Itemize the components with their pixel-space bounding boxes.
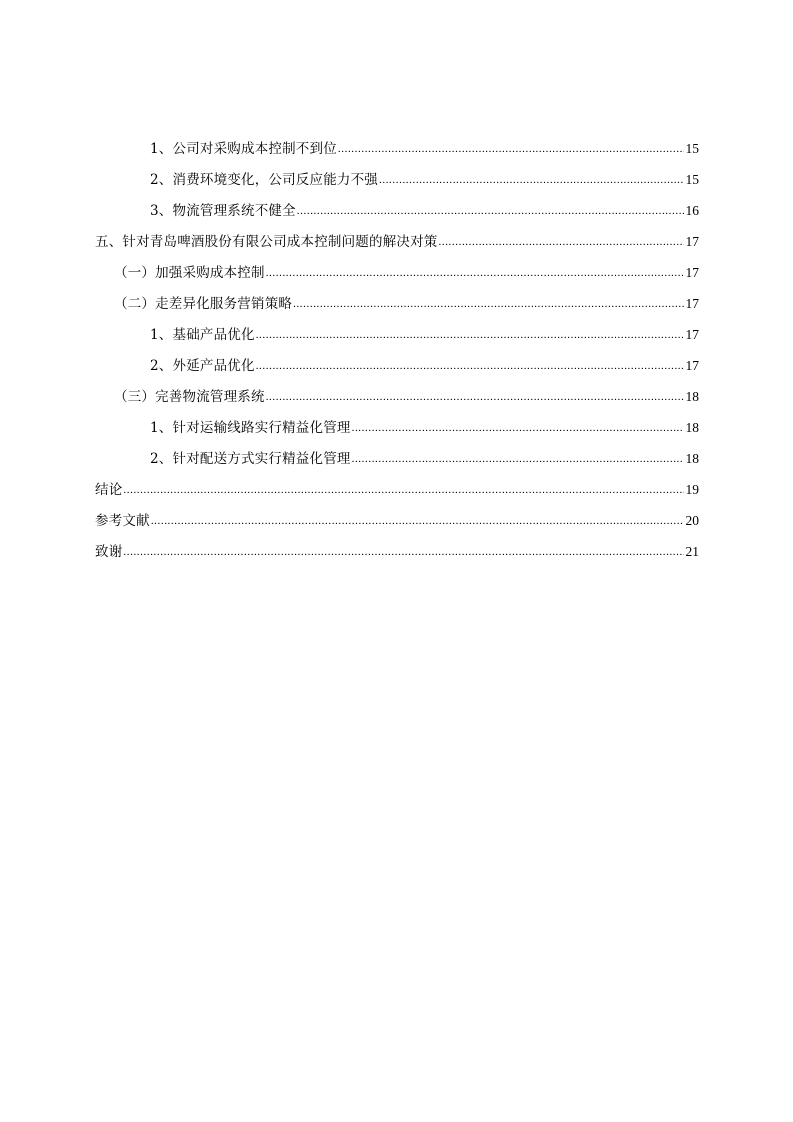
- toc-entry-page: 17: [685, 265, 699, 280]
- toc-entry-page: 17: [685, 296, 699, 311]
- toc-leader-dots: [151, 510, 684, 532]
- toc-leader-dots: [352, 417, 684, 439]
- toc-entry-page: 15: [685, 141, 699, 156]
- toc-entry: [95, 417, 699, 448]
- toc-entry-title: 参考文献: [95, 513, 150, 529]
- table-of-contents: [95, 138, 699, 572]
- toc-entry-page: 17: [685, 234, 699, 249]
- toc-entry-title: 1、公司对采购成本控制不到位: [150, 141, 337, 157]
- toc-entry-page: 17: [685, 358, 699, 373]
- toc-entry-title: 3、物流管理系统不健全: [150, 203, 296, 219]
- toc-entry-page: 19: [685, 482, 699, 497]
- toc-entry-title: （三）完善物流管理系统: [114, 389, 265, 405]
- toc-leader-dots: [123, 541, 684, 563]
- toc-entry-title: 2、外延产品优化: [150, 358, 255, 374]
- toc-entry: [95, 479, 699, 510]
- toc-entry-title: 致谢: [95, 544, 123, 560]
- toc-entry-page: 18: [685, 420, 699, 435]
- toc-entry-title: 2、消费环境变化，公司反应能力不强: [150, 172, 378, 188]
- toc-entry-page: 18: [685, 451, 699, 466]
- toc-entry: [95, 510, 699, 541]
- toc-entry: [95, 541, 699, 572]
- toc-entry-title: 五、针对青岛啤酒股份有限公司成本控制问题的解决对策: [95, 234, 438, 250]
- toc-entry-title: 1、针对运输线路实行精益化管理: [150, 420, 351, 436]
- toc-leader-dots: [266, 262, 684, 284]
- toc-entry-page: 17: [685, 327, 699, 342]
- toc-leader-dots: [439, 231, 685, 253]
- toc-leader-dots: [293, 293, 684, 315]
- toc-entry-page: 16: [685, 203, 699, 218]
- toc-entry: [95, 169, 699, 200]
- toc-leader-dots: [123, 479, 684, 501]
- toc-entry: [95, 324, 699, 355]
- toc-entry-page: 20: [685, 513, 699, 528]
- toc-entry-page: 21: [685, 544, 699, 559]
- toc-entry-title: （二）走差异化服务营销策略: [114, 296, 293, 312]
- toc-entry-page: 18: [685, 389, 699, 404]
- toc-entry: [95, 200, 699, 231]
- toc-entry: [95, 262, 699, 293]
- toc-entry: [95, 386, 699, 417]
- toc-leader-dots: [256, 355, 684, 377]
- toc-entry-title: 结论: [95, 482, 123, 498]
- toc-entry: [95, 138, 699, 169]
- toc-entry-title: （一）加强采购成本控制: [114, 265, 265, 281]
- toc-leader-dots: [338, 138, 684, 160]
- toc-entry-page: 15: [685, 172, 699, 187]
- toc-leader-dots: [266, 386, 684, 408]
- toc-leader-dots: [297, 200, 684, 222]
- toc-entry-title: 2、针对配送方式实行精益化管理: [150, 451, 351, 467]
- toc-entry: [95, 355, 699, 386]
- toc-leader-dots: [256, 324, 684, 346]
- toc-entry: [95, 448, 699, 479]
- toc-entry: [95, 293, 699, 324]
- toc-leader-dots: [379, 169, 684, 191]
- toc-leader-dots: [352, 448, 684, 470]
- toc-entry: [95, 231, 699, 262]
- toc-entry-title: 1、基础产品优化: [150, 327, 255, 343]
